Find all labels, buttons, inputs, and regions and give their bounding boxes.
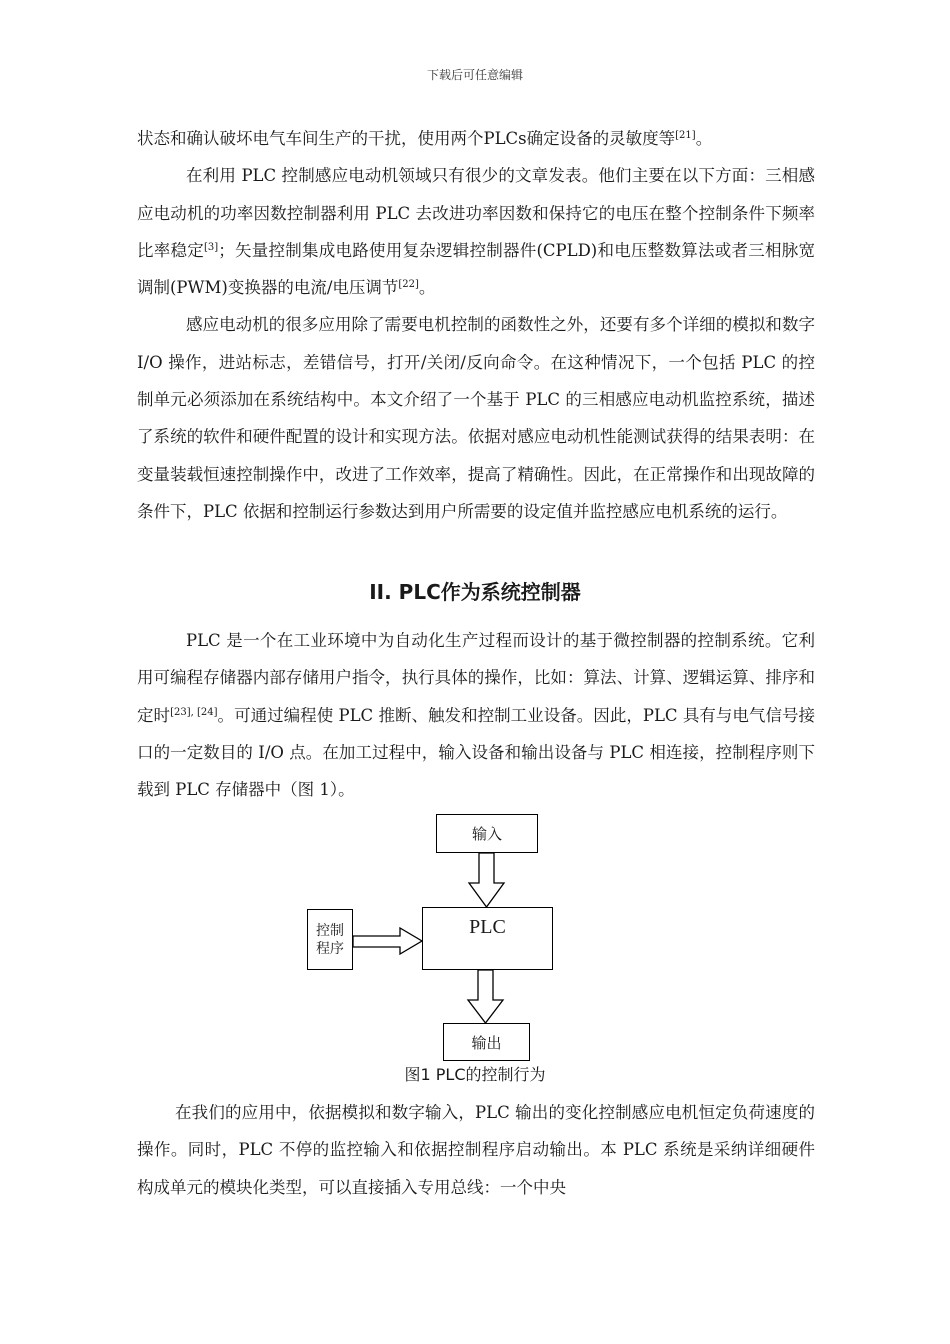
arrow-program-to-plc xyxy=(353,928,422,954)
figure-caption: 图1 PLC的控制行为 xyxy=(404,1065,546,1084)
citation: [3] xyxy=(204,241,219,253)
page-header: 下载后可任意编辑 xyxy=(426,68,523,82)
input-box: 输入 xyxy=(436,814,538,853)
section-heading: II. PLC作为系统控制器 xyxy=(369,580,581,604)
body-text-top xyxy=(137,120,815,530)
paragraph-4: PLC 是一个在工业环境中为自动化生产过程而设计的基于微控制器的控制系统。它利用可编程存储器内部存储用户指令，执行具体的操作，比如：算法、计算、逻辑运算、排序和定时[23], [24]。可通过编程使 PLC 推断、触发和控制工业设备。因此，PLC 具有与电气信号接口的一定数目的 I/O 点。在加工过程中，输入设备和输出设备与 PLC 相连接，控制程序则下载到 PLC 存储器中（图 1）。 xyxy=(137,631,816,800)
arrow-plc-to-output xyxy=(468,970,503,1023)
plc-block-diagram xyxy=(0,810,950,1090)
output-box: 输出 xyxy=(443,1023,530,1061)
body-text-middle xyxy=(137,622,815,808)
control-program-box: 控制 程序 xyxy=(307,909,353,970)
body-text-bottom xyxy=(137,1094,815,1206)
citation: [21] xyxy=(675,130,696,141)
paragraph-3: 感应电动机的很多应用除了需要电机控制的函数性之外，还要有多个详细的模拟和数字 I/O 操作，进站标志，差错信号，打开/关闭/反向命令。在这种情况下，一个包括 PLC 的控制单元必须添加在系统结构中。本文介绍了一个基于 PLC 的三相感应电动机监控系统，描述了系统的软件和硬件配置的设计和实现方法。依据对感应电动机性能测试获得的结果表明：在变量装载恒速控制操作中，改进了工作效率，提高了精确性。因此，在正常操作和出现故障的条件下，PLC 依据和控制运行参数达到用户所需要的设定值并监控感应电机系统的运行。 xyxy=(137,315,815,521)
paragraph-5: 在我们的应用中，依据模拟和数字输入，PLC 输出的变化控制感应电机恒定负荷速度的操作。同时，PLC 不停的监控输入和依据控制程序启动输出。本 PLC 系统是采纳详细硬件构成单元的模块化类型，可以直接插入专用总线：一个中央 xyxy=(137,1103,815,1197)
citation: [23], [24] xyxy=(170,706,218,718)
paragraph-1: 状态和确认破坏电气车间生产的干扰，使用两个PLCs确定设备的灵敏度等[21]。 xyxy=(137,129,713,148)
paragraph-2: 在利用 PLC 控制感应电动机领域只有很少的文章发表。他们主要在以下方面：三相感应电动机的功率因数控制器利用 PLC 去改进功率因数和保持它的电压在整个控制条件下频率比率稳定[3]；矢量控制集成电路使用复杂逻辑控制器件(CPLD)和电压整数算法或者三相脉宽调制(PWM)变换器的电流/电压调节[22]。 xyxy=(137,166,816,298)
arrow-input-to-plc xyxy=(469,853,504,907)
citation: [22] xyxy=(398,279,419,291)
plc-box: PLC xyxy=(422,907,553,970)
